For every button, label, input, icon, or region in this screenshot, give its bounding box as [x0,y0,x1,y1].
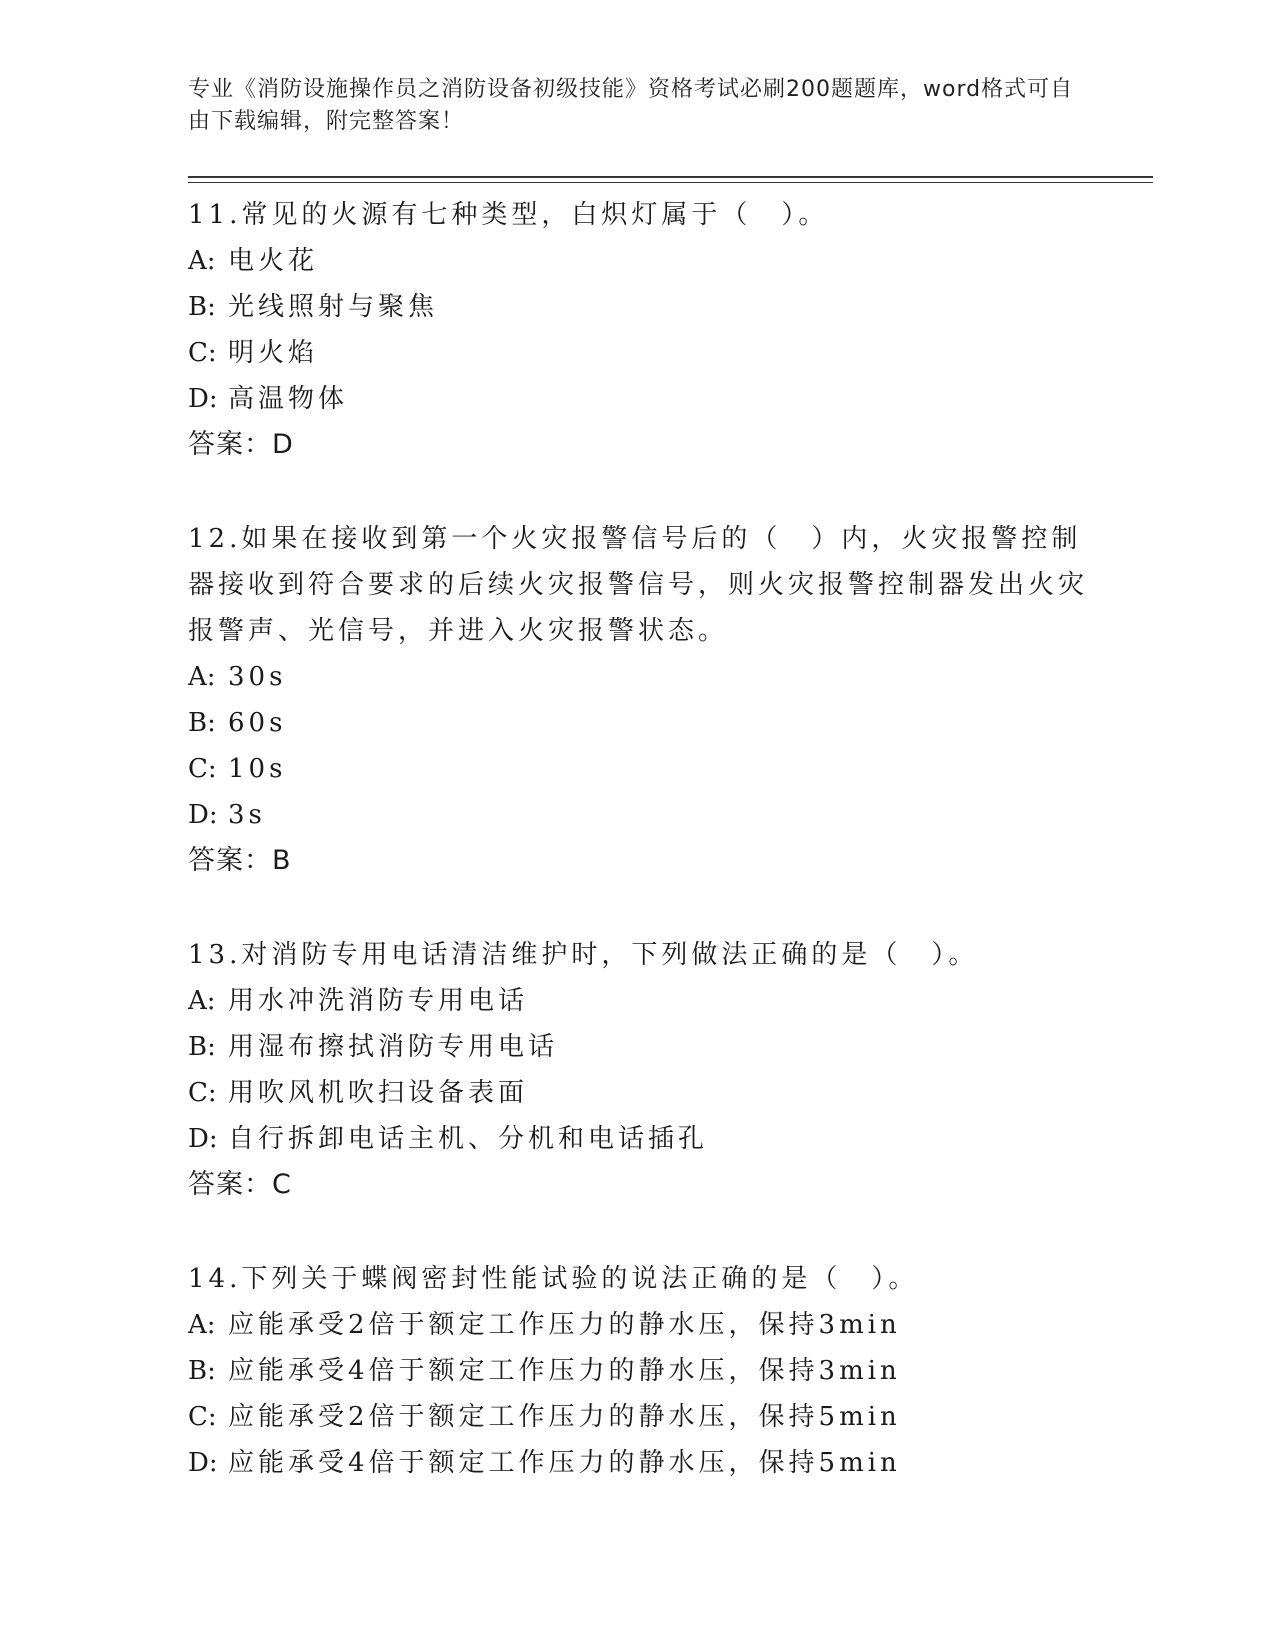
option-letter: D: [188,1448,218,1478]
option-letter: B: [188,292,216,322]
question-11 [188,190,1088,468]
option-letter: C: [188,338,217,368]
answer-line: 答案：C [188,1169,292,1200]
option-text: 明火焰 [228,338,319,368]
option-text: 应能承受2倍于额定工作压力的静水压，保持5min [228,1402,901,1432]
option-text: 应能承受4倍于额定工作压力的静水压，保持3min [228,1356,901,1386]
option-c [188,1394,1088,1440]
answer-line: 答案：B [188,845,292,876]
option-letter: B: [188,1356,216,1386]
option-a [188,654,1088,700]
option-text: 应能承受2倍于额定工作压力的静水压，保持3min [228,1310,901,1340]
header-divider-thick [188,176,1153,178]
option-d [188,1116,1088,1162]
option-d [188,792,1088,838]
option-text: 用水冲洗消防专用电话 [228,986,529,1016]
answer-line: 答案：D [188,429,294,460]
option-a [188,238,1088,284]
option-b [188,1024,1088,1070]
option-c [188,746,1088,792]
option-text: 30s [228,662,287,692]
option-letter: B: [188,1032,216,1062]
question-list [188,190,1088,1532]
option-letter: C: [188,1402,217,1432]
option-letter: C: [188,1078,217,1108]
option-letter: B: [188,708,216,738]
question-stem: 14.下列关于蝶阀密封性能试验的说法正确的是（ ）。 [188,1264,919,1294]
option-a [188,1302,1088,1348]
option-text: 用湿布擦拭消防专用电话 [228,1032,559,1062]
option-d [188,376,1088,422]
option-letter: D: [188,800,218,830]
option-text: 60s [228,708,287,738]
option-text: 3s [228,800,266,830]
question-stem: 11.常见的火源有七种类型，白炽灯属于（ ）。 [188,200,829,230]
option-letter: C: [188,754,217,784]
question-stem: 12.如果在接收到第一个火灾报警信号后的（ ）内，火灾报警控制器接收到符合要求的后续火灾报警信号，则火灾报警控制器发出火灾报警声、光信号，并进入火灾报警状态。 [188,524,1089,646]
option-text: 自行拆卸电话主机、分机和电话插孔 [228,1124,709,1154]
question-13 [188,930,1088,1208]
option-letter: A: [188,1310,216,1340]
option-text: 光线照射与聚焦 [228,292,439,322]
question-12 [188,514,1088,884]
option-text: 高温物体 [228,384,349,414]
option-text: 电火花 [228,246,319,276]
option-text: 用吹风机吹扫设备表面 [228,1078,529,1108]
document-header: 专业《消防设施操作员之消防设备初级技能》资格考试必刷200题题库，word格式可自由下载编辑，附完整答案！ [188,77,1074,134]
option-a [188,978,1088,1024]
option-text: 10s [228,754,287,784]
question-stem: 13.对消防专用电话清洁维护时，下列做法正确的是（ ）。 [188,940,979,970]
option-text: 应能承受4倍于额定工作压力的静水压，保持5min [228,1448,901,1478]
option-b [188,700,1088,746]
option-letter: A: [188,986,216,1016]
option-b [188,284,1088,330]
option-letter: D: [188,1124,218,1154]
question-14 [188,1254,1088,1486]
option-c [188,330,1088,376]
option-letter: A: [188,246,216,276]
option-c [188,1070,1088,1116]
header-divider-thin [188,182,1153,183]
option-b [188,1348,1088,1394]
option-letter: A: [188,662,216,692]
option-d [188,1440,1088,1486]
option-letter: D: [188,384,218,414]
